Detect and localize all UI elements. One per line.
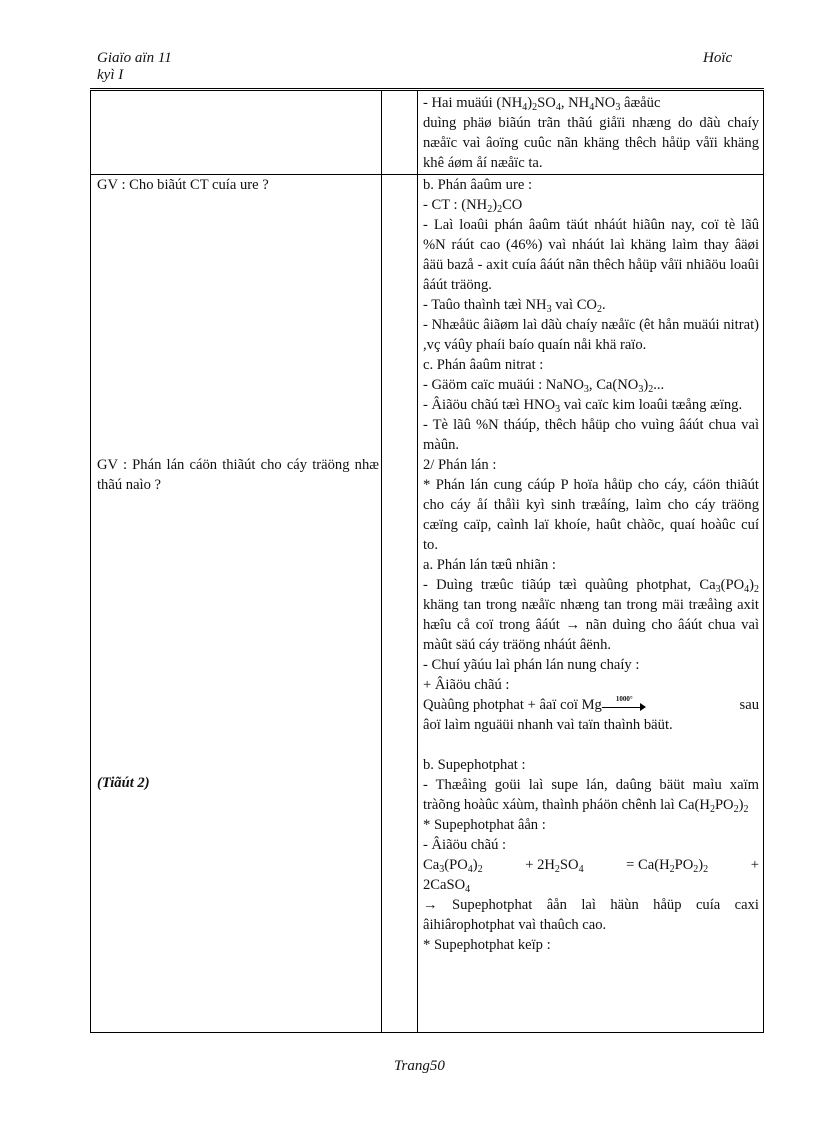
super-double: * Supephotphat keïp : bbox=[423, 937, 551, 953]
super-simple: * Supephotphat âån : bbox=[423, 817, 546, 833]
lesson-period-label: (Tiãút 2) bbox=[97, 775, 150, 791]
nitrat-ratio: - Tè lãû %N tháúp, thêch håüp cho vuìng âáút chua vaì màûn. bbox=[423, 417, 759, 453]
section-c-nitrat: c. Phán âaûm nitrat : bbox=[423, 357, 544, 373]
section-a-natural: a. Phán lán tæû nhiãn : bbox=[423, 557, 556, 573]
heating-arrow-icon: 1000° bbox=[602, 701, 646, 711]
fused-reaction-line: Quàûng photphat + âaï coï Mg 1000° sau bbox=[423, 694, 759, 713]
blank-line bbox=[423, 735, 759, 755]
nitrat-preparation: - Âiãöu chãú tæì $HNO_3$ vaì caïc kim loaûi tæång æïng. bbox=[423, 397, 743, 415]
fertilizer-salts-line: - Hai muäúi $(NH_4)_2SO_4$, $NH_4NO_3$ âæåüc bbox=[423, 95, 661, 113]
section-b-super: b. Supephotphat : bbox=[423, 757, 526, 773]
page-number: Trang50 bbox=[394, 1058, 445, 1074]
preparation-label: + Âiãöu chãú : bbox=[423, 677, 510, 693]
ure-formation: - Taûo thaình tæì $NH_3$ vaì $CO_2$. bbox=[423, 297, 606, 315]
column-divider-2 bbox=[417, 91, 418, 1032]
natural-phosphate-use: - Duìng træûc tiãúp tæì quàûng photphat, $Ca_3(PO_4)_2$ khäng tan trong næåïc nhæng tan trong mäi træåìng axit hæîu cå coï trong âáút → nãn duìng cho âáút chua vaì màût säú cáy träöng nháút âënh. bbox=[423, 577, 759, 653]
row2-right-cell bbox=[423, 175, 759, 955]
lesson-table bbox=[90, 90, 764, 1033]
super-mixture: → Supephotphat âån laì häùn håüp cuía caxi âihiârophotphat vaì thaûch cao. bbox=[423, 897, 759, 933]
phosphate-description: * Phán lán cung cáúp P hoïa håüp cho cáy, cáön thiãút cho cáy åí thåìi kyì sinh træåíng, laìm cho cáy träöng cæïng caïp, caình laï khoíe, haût chàõc, quaí hoàûc cuí to. bbox=[423, 477, 759, 553]
row1-right-cell bbox=[423, 93, 759, 173]
super-description: - Thæåìng goüi laì supe lán, daûng bäüt maìu xaïm tràõng hoàûc xáùm, thaình pháön chênh laì $Ca(H_2PO_2)_2$ bbox=[423, 777, 759, 815]
preparation-label-2: - Âiãöu chãú : bbox=[423, 837, 507, 853]
header-rule bbox=[90, 88, 764, 89]
ure-drawback: - Nhæåüc âiãøm laì dãù chaíy næåïc (êt hån muäúi nitrat) ,vç váûy phaíi baío quaín nåi khä raïo. bbox=[423, 317, 759, 353]
fused-reaction-result: âoï laìm nguäüi nhanh vaì taïn thaình bäüt. bbox=[423, 717, 673, 733]
section-phosphate: 2/ Phán lán : bbox=[423, 457, 497, 473]
header-subtitle: kyì I bbox=[97, 67, 124, 83]
fused-phosphate: - Chuí yãúu laì phán lán nung chaíy : bbox=[423, 657, 640, 673]
fertilizer-salts-desc: duìng phäø biãún trãn thãú giåïi nhæng do dãù chaíy næåïc vaì âoïng cuûc nãn khäng thêch håüp våïi khäng khê áøm åí næåïc ta. bbox=[423, 115, 759, 171]
header-right: Hoïc bbox=[703, 50, 733, 66]
nitrat-salts: - Gäöm caïc muäúi : NaNO$_3$, $Ca(NO_3)_2$... bbox=[423, 377, 665, 395]
gv-question-2: GV : Phán lán cáön thiãút cho cáy träöng nhæ thãú naìo ? bbox=[97, 457, 379, 493]
super-equation-2: 2CaSO$_4$ bbox=[423, 877, 471, 895]
ure-formula: - CT : $(NH_2)_2CO$ bbox=[423, 197, 523, 215]
super-equation: $Ca_3(PO_4)_2$ + $2H_2SO_4$ = $Ca(H_2PO_2)_2$ + bbox=[423, 857, 759, 875]
column-divider-1 bbox=[381, 91, 382, 1032]
header-left bbox=[97, 50, 172, 84]
header-title: Giaïo aïn 11 bbox=[97, 50, 172, 66]
ure-description: - Laì loaûi phán âaûm täút nháút hiãûn nay, coï tè lãû %N ráút cao (46%) vaì nháút laì khäng laìm thay âäøi âäü bazå - axit cuía âáút nãn thêch håüp våïi nhiãöu loaûi âáút träöng. bbox=[423, 217, 759, 293]
gv-question-1: GV : Cho biãút CT cuía ure ? bbox=[97, 177, 269, 193]
section-b-ure: b. Phán âaûm ure : bbox=[423, 177, 533, 193]
